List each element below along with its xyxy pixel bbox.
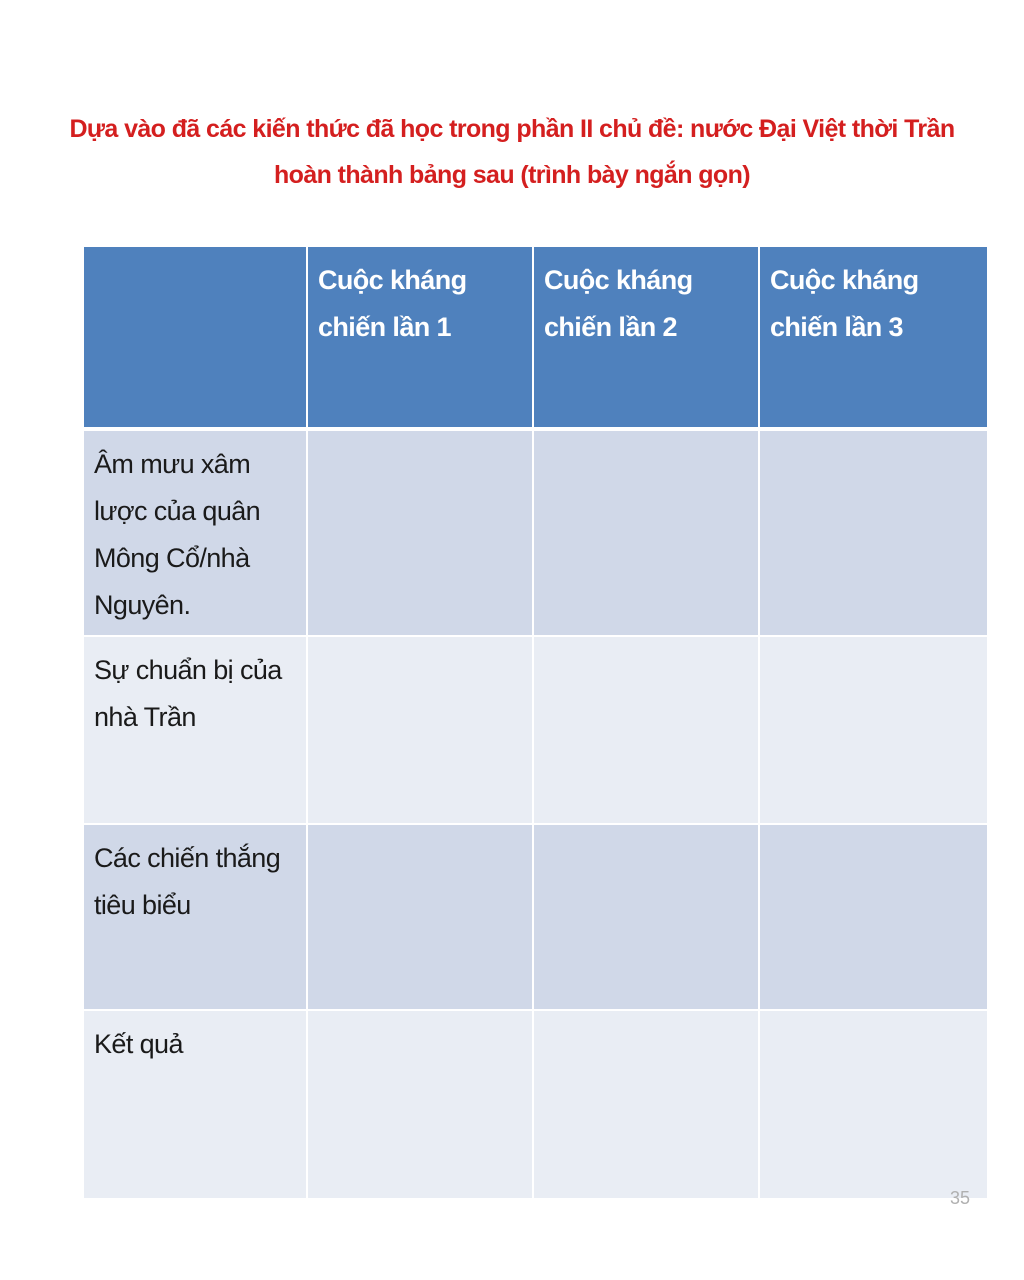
header-cell-war-2: Cuộc kháng chiến lần 2 xyxy=(534,247,760,431)
table-cell[interactable] xyxy=(308,1011,534,1200)
table-cell[interactable] xyxy=(760,825,987,1011)
table-cell[interactable] xyxy=(760,1011,987,1200)
header-cell-war-3: Cuộc kháng chiến lần 3 xyxy=(760,247,987,431)
table-cell[interactable] xyxy=(308,431,534,637)
table-cell[interactable] xyxy=(760,637,987,825)
table-cell[interactable] xyxy=(534,825,760,1011)
row-label-preparation: Sự chuẩn bị của nhà Trần xyxy=(84,637,308,825)
table-cell[interactable] xyxy=(534,1011,760,1200)
table-cell[interactable] xyxy=(760,431,987,637)
table-cell[interactable] xyxy=(534,431,760,637)
row-label-result: Kết quả xyxy=(84,1011,308,1200)
row-label-invasion-plot: Âm mưu xâm lược của quân Mông Cổ/nhà Nguyên. xyxy=(84,431,308,637)
row-label-victories: Các chiến thắng tiêu biểu xyxy=(84,825,308,1011)
table-cell[interactable] xyxy=(308,637,534,825)
page-number: 35 xyxy=(950,1188,971,1208)
table-cell[interactable] xyxy=(534,637,760,825)
header-cell-corner xyxy=(84,247,308,431)
slide-title xyxy=(40,106,984,198)
title-line-1: Dựa vào đã các kiến thức đã học trong phần II chủ đề: nước Đại Việt thời Trần xyxy=(69,115,955,143)
header-cell-war-1: Cuộc kháng chiến lần 1 xyxy=(308,247,534,431)
comparison-table xyxy=(84,247,987,1200)
table-cell[interactable] xyxy=(308,825,534,1011)
title-line-2: hoàn thành bảng sau (trình bày ngắn gọn) xyxy=(274,161,750,189)
